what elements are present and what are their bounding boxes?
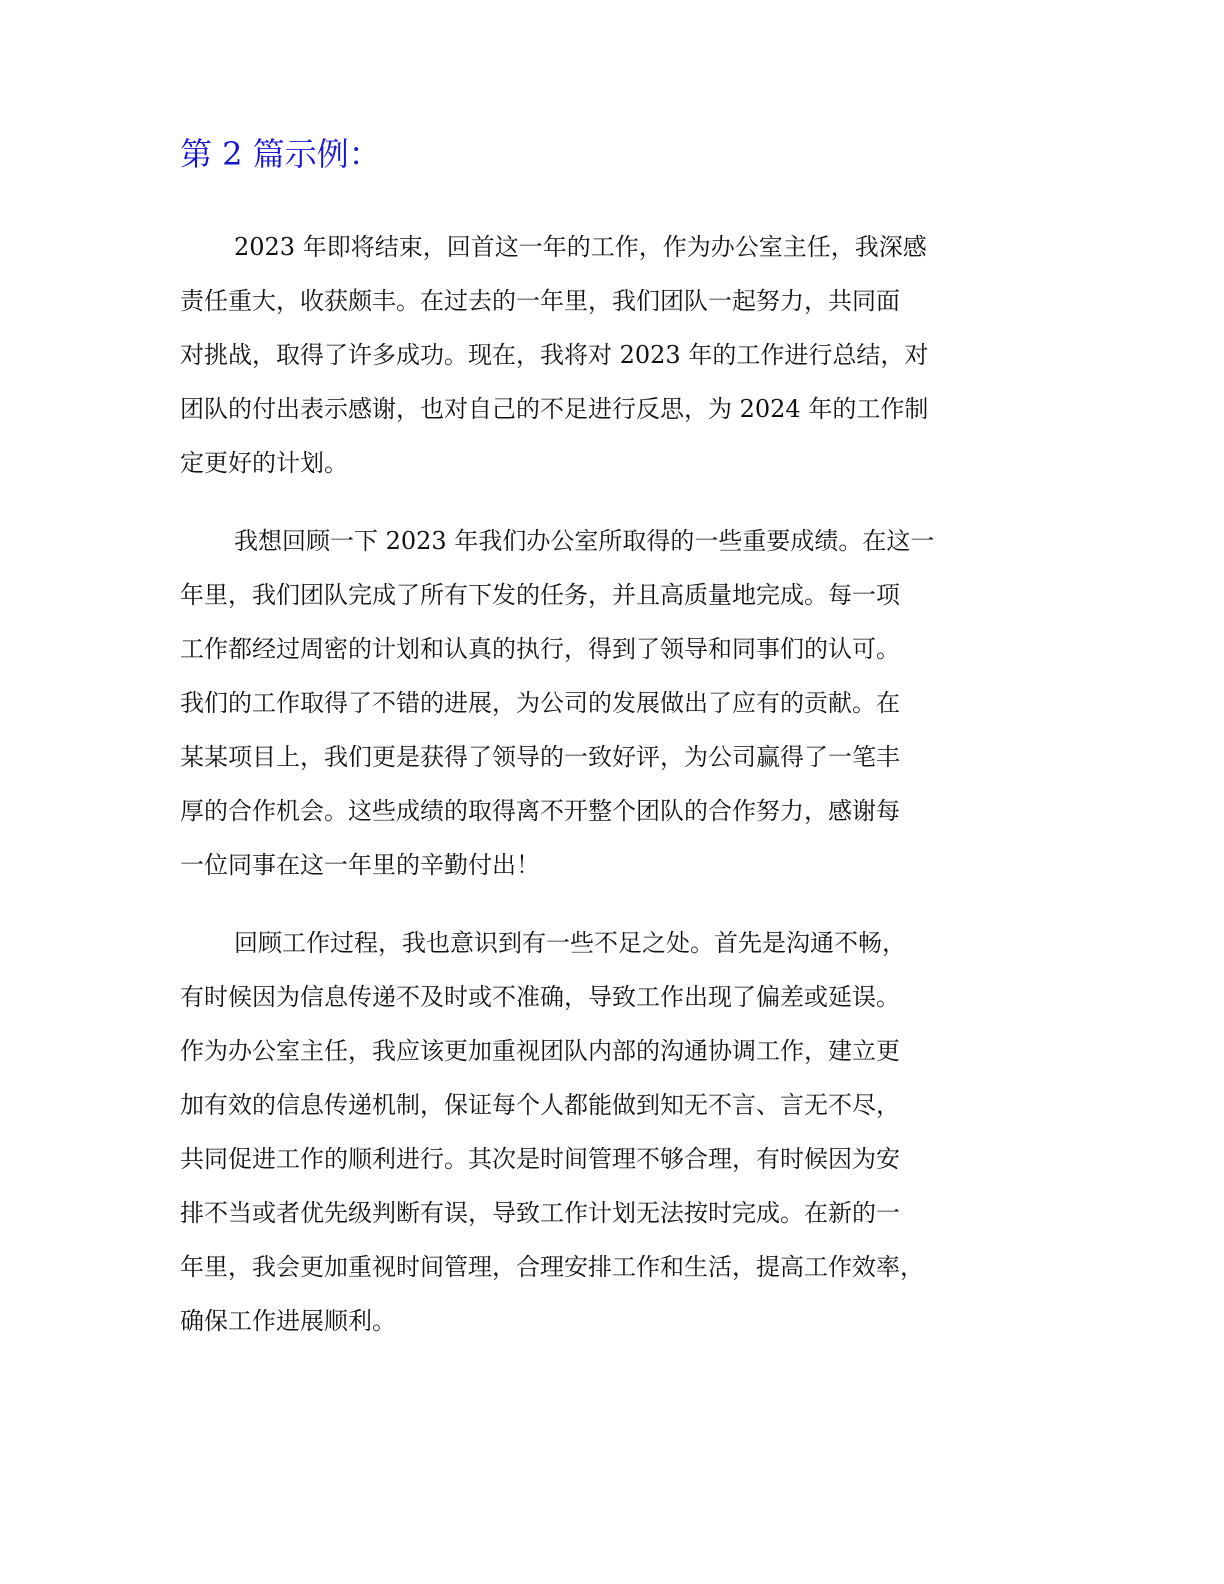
paragraph-1 (180, 220, 1060, 490)
paragraph-line: 共同促进工作的顺利进行。其次是时间管理不够合理，有时候因为安 (180, 1145, 900, 1173)
paragraph-line: 厚的合作机会。这些成绩的取得离不开整个团队的合作努力，感谢每 (180, 797, 900, 825)
paragraph-line: 团队的付出表示感谢，也对自己的不足进行反思，为 2024 年的工作制 (180, 395, 929, 423)
paragraph-2 (180, 514, 1060, 892)
paragraph-line: 加有效的信息传递机制，保证每个人都能做到知无不言、言无不尽， (180, 1091, 900, 1119)
paragraph-line: 回顾工作过程，我也意识到有一些不足之处。首先是沟通不畅， (234, 929, 906, 957)
paragraph-line: 对挑战，取得了许多成功。现在，我将对 2023 年的工作进行总结，对 (180, 341, 929, 369)
paragraph-line: 我们的工作取得了不错的进展，为公司的发展做出了应有的贡献。在 (180, 689, 900, 717)
paragraph-line: 一位同事在这一年里的辛勤付出！ (180, 851, 540, 879)
paragraph-line: 年里，我们团队完成了所有下发的任务，并且高质量地完成。每一项 (180, 581, 900, 609)
paragraph-line: 我想回顾一下 2023 年我们办公室所取得的一些重要成绩。在这一 (234, 527, 935, 555)
paragraph-line: 定更好的计划。 (180, 449, 348, 477)
paragraph-line: 2023 年即将结束，回首这一年的工作，作为办公室主任，我深感 (234, 233, 927, 261)
paragraph-line: 责任重大，收获颇丰。在过去的一年里，我们团队一起努力，共同面 (180, 287, 900, 315)
paragraph-line: 工作都经过周密的计划和认真的执行，得到了领导和同事们的认可。 (180, 635, 900, 663)
paragraph-3 (180, 916, 1060, 1348)
paragraph-line: 作为办公室主任，我应该更加重视团队内部的沟通协调工作，建立更 (180, 1037, 900, 1065)
paragraph-line: 排不当或者优先级判断有误，导致工作计划无法按时完成。在新的一 (180, 1199, 900, 1227)
section-heading: 第 2 篇示例： (180, 135, 381, 173)
paragraph-line: 有时候因为信息传递不及时或不准确，导致工作出现了偏差或延误。 (180, 983, 900, 1011)
paragraph-line: 某某项目上，我们更是获得了领导的一致好评，为公司赢得了一笔丰 (180, 743, 900, 771)
paragraph-line: 确保工作进展顺利。 (180, 1307, 396, 1335)
paragraph-line: 年里，我会更加重视时间管理，合理安排工作和生活，提高工作效率， (180, 1253, 924, 1281)
